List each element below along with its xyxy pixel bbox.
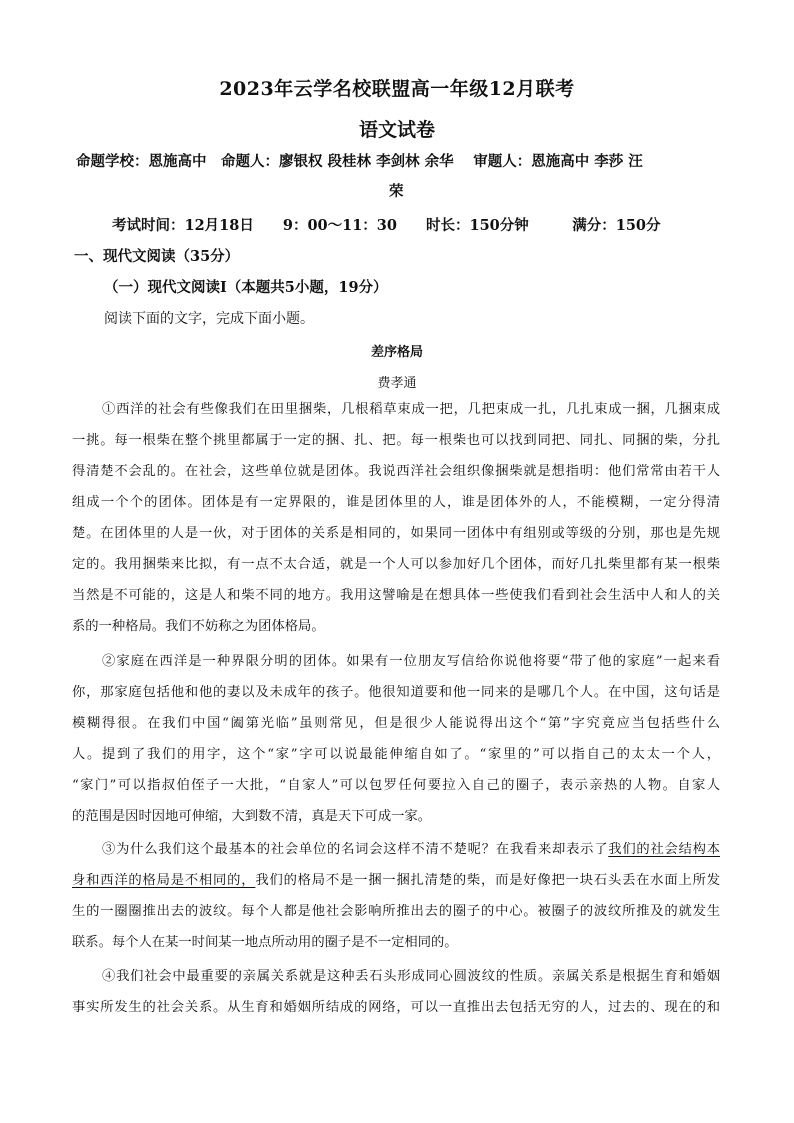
article-text: ③为什么我们这个最基本的社会单位的名词会这样不清不楚呢？在我看来却表示了 [102, 842, 609, 857]
article-text: 我们的格局不是一捆一捆扎清楚的柴，而是好像把一块石头丢在水面上所发 [255, 873, 720, 888]
article-line: 生的一圈圈推出去的波纹。每个人都是他社会影响所推出去的圈子的中心。被圈子的波纹所推及的就发生 [72, 904, 720, 919]
authors-line: 命题学校：恩施高中 命题人：廖银权 段桂林 李剑林 余华 审题人：恩施高中 李莎 汪 [76, 153, 643, 170]
underlined-phrase: 我们的社会结构本 [608, 842, 721, 857]
article-line: “家门”可以指叔伯侄子一大批，“自家人”可以包罗任何要拉入自己的圈子，表示亲热的人物。自家人 [72, 778, 720, 793]
authors-line-continued: 荣 [389, 183, 404, 200]
article-line: 楚。在团体里的人是一伙，对于团体的关系是相同的，如果同一团体中有组别或等级的分别，那也是先规 [72, 526, 720, 541]
section-heading: 一、现代文阅读（35分） [74, 248, 240, 265]
article-line: 当然是不可能的，这是人和柴不同的地方。我用这譬喻是在想具体一些使我们看到社会生活中人和人的关 [72, 588, 720, 603]
section-subheading: （一）现代文阅读Ⅰ（本题共5小题，19分） [104, 279, 388, 296]
exam-title: 2023年云学名校联盟高一年级12月联考 [219, 78, 575, 100]
article-line: ①西洋的社会有些像我们在田里捆柴，几根稻草束成一把，几把束成一扎，几扎束成一捆，几捆束成 [102, 402, 720, 417]
article-line: 组成一个个的团体。团体是有一定界限的，谁是团体里的人，谁是团体外的人，不能模糊，一定分得清 [72, 495, 720, 510]
article-line: ④我们社会中最重要的亲属关系就是这种丢石头形成同心圆波纹的性质。亲属关系是根据生育和婚姻 [102, 969, 720, 984]
reading-instruction: 阅读下面的文字，完成下面小题。 [104, 311, 314, 327]
article-line: 人。提到了我们的用字，这个“家”字可以说最能伸缩自如了。“家里的”可以指自己的太太一个人， [72, 747, 720, 762]
article-title: 差序格局 [370, 345, 423, 360]
article-author: 费孝通 [377, 376, 417, 391]
article-line: 得清楚不会乱的。在社会，这些单位就是团体。我说西洋社会组织像捆柴就是想指明：他们常常由若干人 [72, 464, 720, 479]
article-line: 模糊得很。在我们中国“阖第光临”虽则常见，但是很少人能说得出这个“第”字究竟应当包括些什么 [72, 716, 720, 731]
article-line: 的范围是因时因地可伸缩，大到数不清，真是天下可成一家。 [72, 809, 432, 824]
article-line [102, 834, 720, 865]
article-line: 系的一种格局。我们不妨称之为团体格局。 [72, 619, 325, 634]
article-line: ②家庭在西洋是一种界限分明的团体。如果有一位朋友写信给你说他将要“带了他的家庭”一起来看 [102, 654, 720, 669]
underlined-phrase: 身和西洋的格局是不相同的， [72, 873, 256, 888]
article-line: 联系。每个人在某一时间某一地点所动用的圈子是不一定相同的。 [72, 935, 458, 950]
article-line: 事实所发生的社会关系。从生育和婚姻所结成的网络，可以一直推出去包括无穷的人，过去的、现在的和 [72, 1000, 720, 1015]
article-line: 你，那家庭包括他和他的妻以及未成年的孩子。他很知道要和他一同来的是哪几个人。在中国，这句话是 [72, 685, 720, 700]
article-line: 定的。我用捆柴来比拟，有一点不太合适，就是一个人可以参加好几个团体，而好几扎柴里都有某一根柴 [72, 557, 720, 572]
article-line: 一挑。每一根柴在整个挑里都属于一定的捆、扎、把。每一根柴也可以找到同把、同扎、同捆的柴，分扎 [72, 433, 720, 448]
article-line [72, 865, 720, 896]
exam-info-line: 考试时间：12月18日 9：00～11：30 时长：150分钟 满分：150分 [112, 217, 661, 234]
exam-subtitle: 语文试卷 [358, 119, 435, 141]
